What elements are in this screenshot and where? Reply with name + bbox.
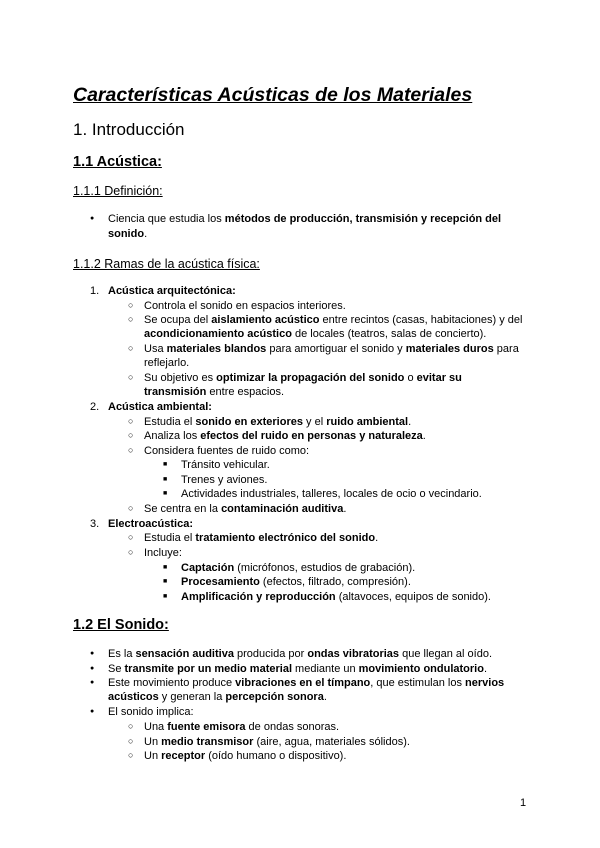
- bullet-marker: [163, 590, 167, 607]
- document-title: Características Acústicas de los Materiales: [73, 84, 473, 106]
- list-item-electroacustica: Electroacústica:: [108, 518, 193, 530]
- list-number: 2.: [90, 401, 100, 413]
- bullet-marker: [128, 720, 133, 735]
- list-item: Incluye:: [144, 547, 182, 559]
- bullet-marker: [90, 676, 94, 693]
- bullet-marker: [128, 342, 133, 357]
- bullet-marker: [90, 212, 94, 229]
- list-item-cont: reflejarlo.: [144, 357, 190, 369]
- list-item: Controla el sonido en espacios interiores.: [144, 300, 346, 312]
- list-item-definicion: Ciencia que estudia los métodos de producción, transmisión y recepción del: [108, 213, 502, 225]
- bullet-marker: [90, 705, 94, 722]
- list-item: Estudia el sonido en exteriores y el ruido ambiental.: [144, 416, 412, 428]
- list-item: Usa materiales blandos para amortiguar el sonido y materiales duros para: [144, 343, 519, 355]
- list-number: 1.: [90, 285, 100, 297]
- bullet-marker: [128, 371, 133, 386]
- list-item: Amplificación y reproducción (altavoces, equipos de sonido).: [181, 591, 491, 603]
- list-item: El sonido implica:: [108, 706, 194, 718]
- list-item: Actividades industriales, talleres, locales de ocio o vecindario.: [181, 488, 482, 500]
- list-item-cont: acústicos y generan la percepción sonora.: [108, 691, 327, 703]
- heading-acustica: 1.1 Acústica:: [73, 154, 162, 170]
- list-item: Considera fuentes de ruido como:: [144, 445, 310, 457]
- heading-introduccion: 1. Introducción: [73, 120, 185, 139]
- list-item: Captación (micrófonos, estudios de grabación).: [181, 562, 416, 574]
- heading-definicion: 1.1.1 Definición:: [73, 184, 163, 198]
- bullet-marker: [128, 415, 133, 430]
- bullet-marker: [128, 444, 133, 459]
- list-item: Una fuente emisora de ondas sonoras.: [144, 721, 340, 733]
- list-item: Se centra en la contaminación auditiva.: [144, 503, 347, 515]
- bullet-marker: [128, 546, 133, 561]
- list-item: Tránsito vehicular.: [181, 459, 270, 471]
- bullet-marker: [128, 429, 133, 444]
- list-item: Un receptor (oído humano o dispositivo).: [144, 750, 347, 762]
- list-item: Se transmite por un medio material mediante un movimiento ondulatorio.: [108, 663, 487, 675]
- list-item: Estudia el tratamiento electrónico del sonido.: [144, 532, 379, 544]
- bullet-marker: [128, 531, 133, 546]
- list-item-ambiental: Acústica ambiental:: [108, 401, 212, 413]
- bullet-marker: [128, 502, 133, 517]
- list-item: Es la sensación auditiva producida por ondas vibratorias que llegan al oído.: [108, 648, 493, 660]
- list-item: Procesamiento (efectos, filtrado, compresión).: [181, 576, 411, 588]
- bullet-marker: [128, 299, 133, 314]
- list-item: Trenes y aviones.: [181, 474, 268, 486]
- list-item-definicion-cont: sonido.: [108, 228, 148, 240]
- bullet-marker: [128, 735, 133, 750]
- list-item: Este movimiento produce vibraciones en el tímpano, que estimulan los nervios: [108, 677, 505, 689]
- list-item: Un medio transmisor (aire, agua, materiales sólidos).: [144, 736, 410, 748]
- heading-ramas: 1.1.2 Ramas de la acústica física:: [73, 257, 260, 271]
- bullet-marker: [128, 313, 133, 328]
- list-number: 3.: [90, 518, 100, 530]
- heading-el-sonido: 1.2 El Sonido:: [73, 617, 169, 633]
- page-number: 1: [520, 797, 527, 809]
- list-item: Se ocupa del aislamiento acústico entre recintos (casas, habitaciones) y del: [144, 314, 523, 326]
- list-item-arquitectonica: Acústica arquitectónica:: [108, 285, 236, 297]
- list-item-cont: acondicionamiento acústico de locales (teatros, salas de concierto).: [144, 328, 487, 340]
- list-item: Analiza los efectos del ruido en personas y naturaleza.: [144, 430, 426, 442]
- list-item: Su objetivo es optimizar la propagación del sonido o evitar su: [144, 372, 462, 384]
- bullet-marker: [128, 749, 133, 764]
- list-item-cont: transmisión entre espacios.: [144, 386, 285, 398]
